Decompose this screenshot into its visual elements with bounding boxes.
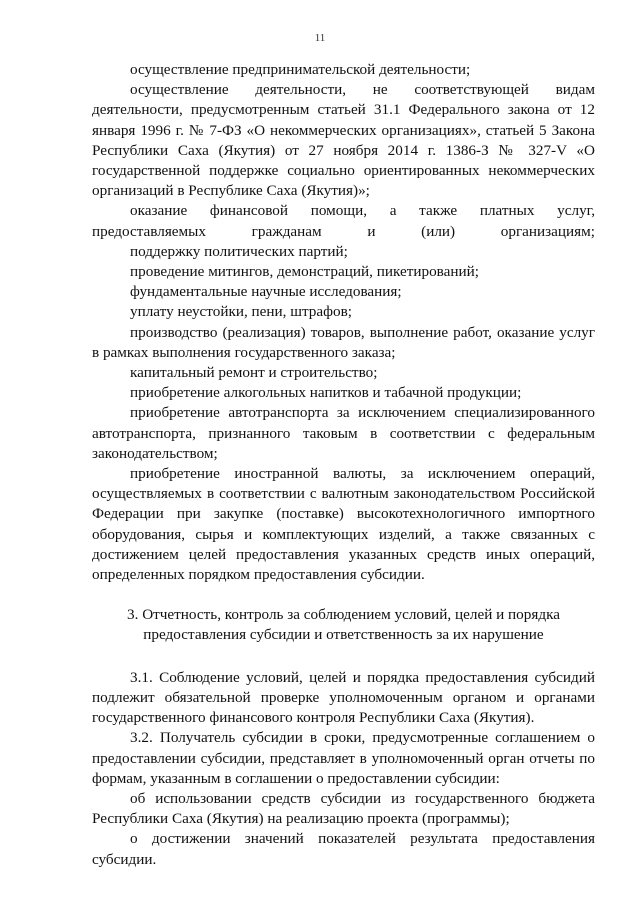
list-item: приобретение иностранной валюты, за исключением операций, осуществляемых в соответствии с валютным законодательством Российской Федерации при закупке (поставке) высокотехнологичного импортного оборудования, сырья и комплектующих изделий, а также связанных с достижением целей предоставления указанных средств иных операций, определенных порядком предоставления субсидии.: [92, 465, 595, 584]
list-item: проведение митингов, демонстраций, пикетирований;: [130, 263, 479, 281]
page-number: 11: [314, 32, 326, 44]
section-heading: [92, 605, 595, 645]
list-item: поддержку политических партий;: [130, 242, 348, 260]
paragraph: 3.1. Соблюдение условий, целей и порядка предоставления субсидий подлежит обязательной проверке уполномоченным органом и органами государственного финансового контроля Республики Саха (Якутия).: [92, 668, 595, 727]
section-heading-line: предоставления субсидии и ответственность за их нарушение: [143, 626, 544, 644]
paragraph: о достижении значений показателей результата предоставления субсидии.: [92, 830, 595, 868]
list-item: приобретение автотранспорта за исключением специализированного автотранспорта, признанного таковым в соответствии с федеральным законодательством;: [92, 404, 595, 462]
document-body: [92, 60, 595, 870]
paragraph: 3.2. Получатель субсидии в сроки, предусмотренные соглашением о предоставлении субсидии, представляет в уполномоченный орган отчеты по формам, указанным в соглашении о предоставлении субсидии:: [92, 729, 595, 787]
paragraph: об использовании средств субсидии из государственного бюджета Республики Саха (Якутия) на реализацию проекта (программы);: [92, 789, 595, 828]
list-item: капитальный ремонт и строительство;: [130, 364, 378, 382]
list-item: осуществление предпринимательской деятельности;: [130, 61, 471, 78]
list-item: приобретение алкогольных напитков и табачной продукции;: [130, 384, 522, 402]
list-item: уплату неустойки, пени, штрафов;: [130, 303, 352, 321]
list-item: производство (реализация) товаров, выполнение работ, оказание услуг в рамках выполнения государственного заказа;: [92, 323, 595, 361]
list-item: осуществление деятельности, не соответствующей видам деятельности, предусмотренным статьей 31.1 Федерального закона от 12 января 1996 г. № 7-ФЗ «О некоммерческих организациях», статьей 5 Закона Республики Саха (Якутия) от 27 ноября 2014 г. 1386-З № 327-V «О государственной поддержке социально ориентированных некоммерческих организаций в Республике Саха (Якутия)»;: [92, 81, 595, 200]
list-item: оказание финансовой помощи, а также платных услуг, предоставляемых гражданам и (или) организациям;: [92, 202, 595, 240]
section-heading-line: 3. Отчетность, контроль за соблюдением условий, целей и порядка: [127, 606, 560, 624]
list-item: фундаментальные научные исследования;: [130, 283, 402, 301]
